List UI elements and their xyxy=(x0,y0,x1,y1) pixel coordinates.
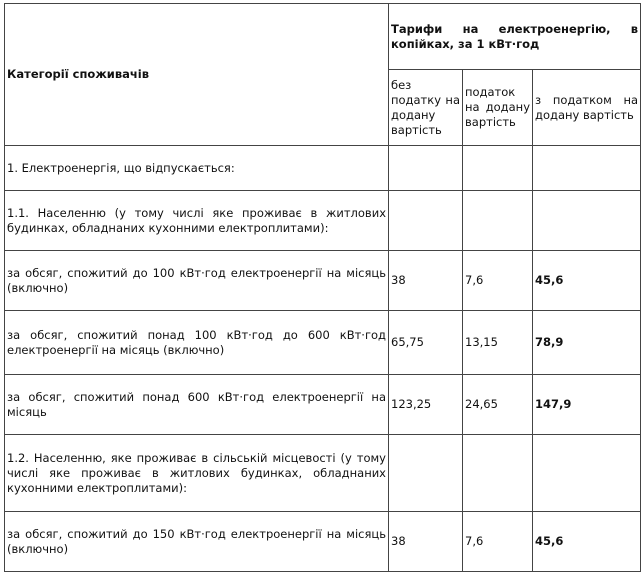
without-vat-cell: 38 xyxy=(389,251,463,311)
with-vat-cell: 45,6 xyxy=(533,512,641,572)
without-vat-header: без податку на додану вартість xyxy=(389,70,463,146)
without-vat-cell: 123,25 xyxy=(389,375,463,435)
vat-cell xyxy=(463,146,533,191)
tariff-table xyxy=(4,3,641,572)
without-vat-cell: 38 xyxy=(389,512,463,572)
category-cell: 1. Електроенергія, що відпускається: xyxy=(5,146,389,191)
table-row xyxy=(5,251,641,311)
category-cell: 1.2. Населенню, яке проживає в сільській місцевості (у тому числі яке проживає в житлових будинках, обладнаних кухонними електроплитами): xyxy=(5,435,389,512)
vat-cell xyxy=(463,435,533,512)
vat-cell: 13,15 xyxy=(463,311,533,375)
category-cell: за обсяг, спожитий понад 600 кВт·год електроенергії на місяць xyxy=(5,375,389,435)
category-cell: за обсяг, спожитий до 100 кВт·год електроенергії на місяць (включно) xyxy=(5,251,389,311)
without-vat-cell xyxy=(389,191,463,251)
with-vat-cell xyxy=(533,435,641,512)
tariffs-header: Тарифи на електроенергію, в копійках, за 1 кВт·год xyxy=(389,4,641,70)
table-row xyxy=(5,146,641,191)
vat-cell xyxy=(463,191,533,251)
category-cell: за обсяг, спожитий до 150 кВт·год електроенергії на місяць (включно) xyxy=(5,512,389,572)
category-cell: за обсяг, спожитий понад 100 кВт·год до 600 кВт·год електроенергії на місяць (включно) xyxy=(5,311,389,375)
vat-cell: 24,65 xyxy=(463,375,533,435)
table-row xyxy=(5,375,641,435)
with-vat-cell: 78,9 xyxy=(533,311,641,375)
table-row xyxy=(5,311,641,375)
without-vat-cell: 65,75 xyxy=(389,311,463,375)
vat-cell: 7,6 xyxy=(463,512,533,572)
table-row xyxy=(5,435,641,512)
with-vat-cell xyxy=(533,191,641,251)
without-vat-cell xyxy=(389,435,463,512)
table-row xyxy=(5,191,641,251)
with-vat-cell: 147,9 xyxy=(533,375,641,435)
with-vat-cell: 45,6 xyxy=(533,251,641,311)
with-vat-header: з податком на додану вартість xyxy=(533,70,641,146)
category-header: Категорії споживачів xyxy=(5,4,389,146)
with-vat-cell xyxy=(533,146,641,191)
header-row xyxy=(5,4,641,70)
without-vat-cell xyxy=(389,146,463,191)
category-cell: 1.1. Населенню (у тому числі яке проживає в житлових будинках, обладнаних кухонними електроплитами): xyxy=(5,191,389,251)
table-row xyxy=(5,512,641,572)
vat-cell: 7,6 xyxy=(463,251,533,311)
vat-header: податок на додану вартість xyxy=(463,70,533,146)
